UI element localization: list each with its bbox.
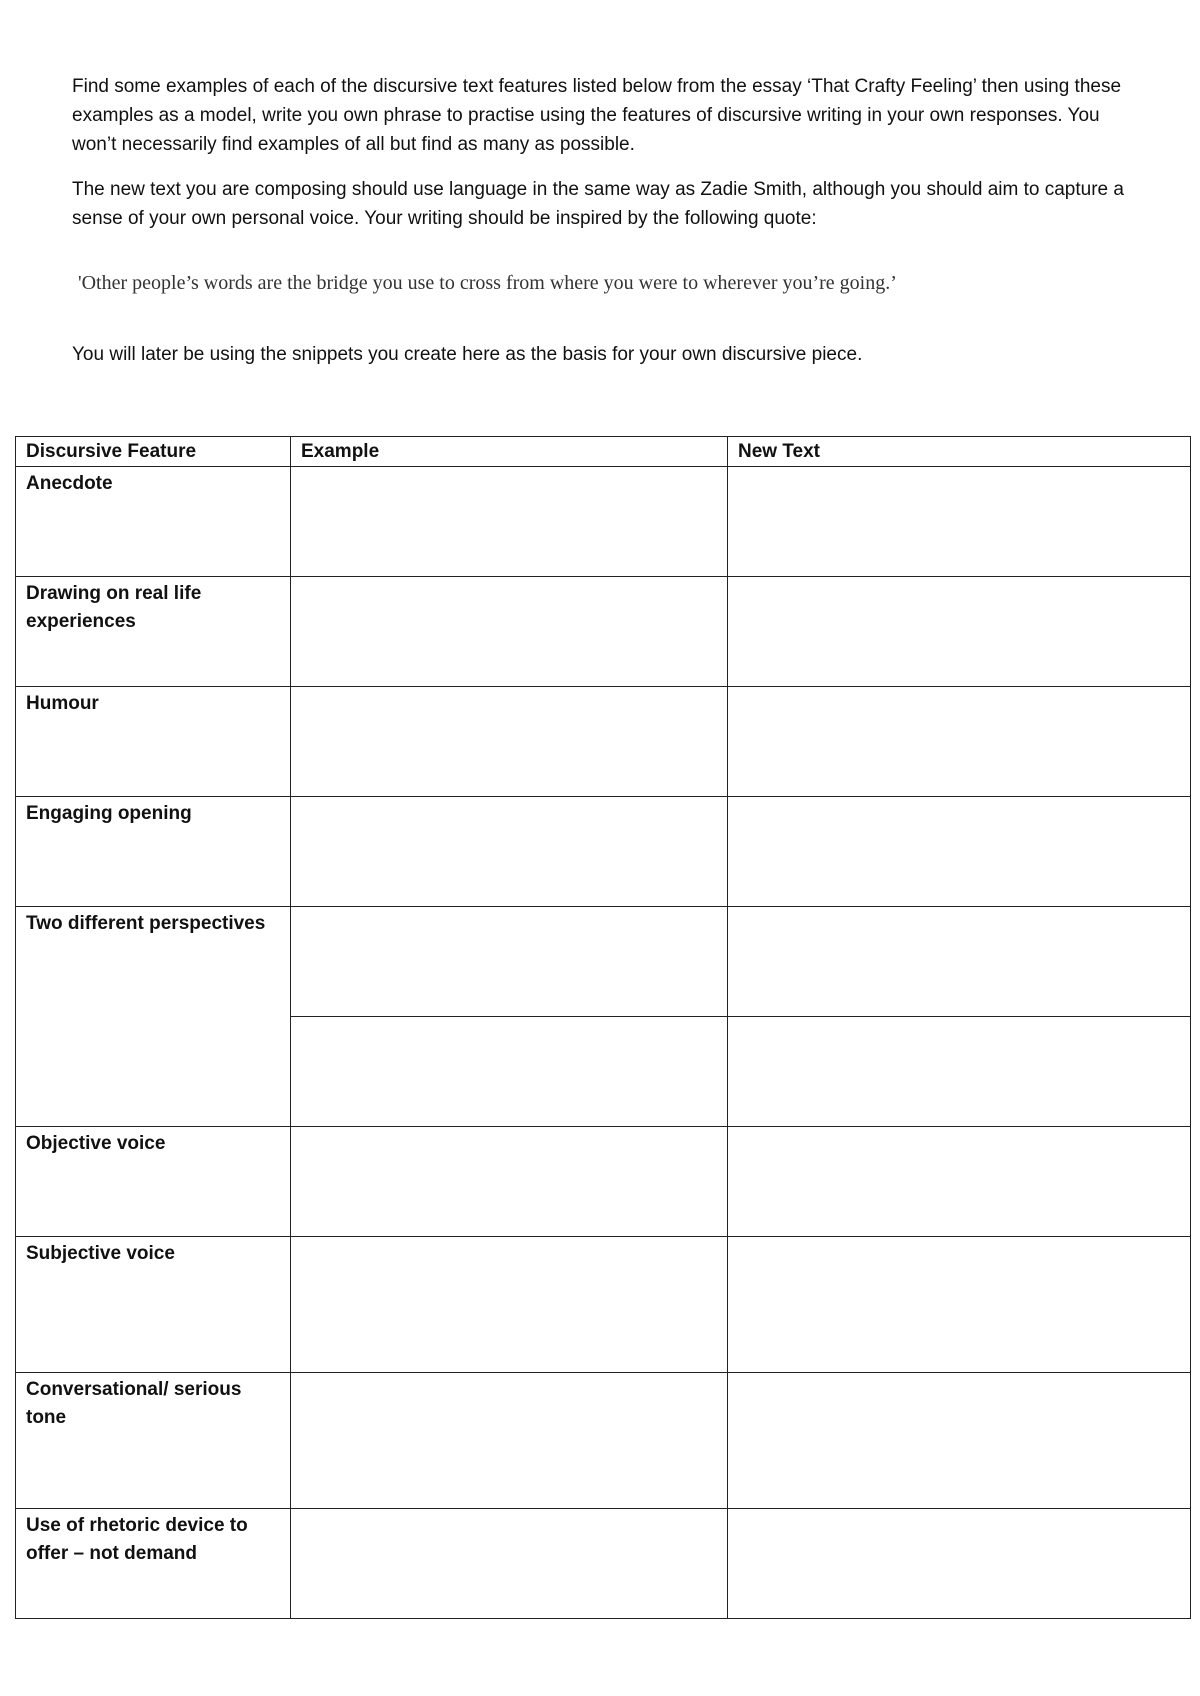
instructions-paragraph-2: The new text you are composing should use language in the same way as Zadie Smith, although you should aim to capture a sense of your own personal voice. Your writing should be inspired by the following quote: — [72, 179, 1124, 229]
feature-cell-humour: Humour — [16, 687, 291, 797]
new-text-cell[interactable] — [728, 1509, 1191, 1619]
new-text-cell[interactable] — [728, 467, 1191, 577]
example-cell[interactable] — [291, 1373, 728, 1509]
new-text-cell[interactable] — [728, 1373, 1191, 1509]
table-row — [16, 1127, 1191, 1237]
inspiration-quote: 'Other people’s words are the bridge you use to cross from where you were to wherever you’re going.’ — [78, 272, 897, 294]
new-text-cell[interactable] — [728, 577, 1191, 687]
example-cell[interactable] — [291, 1127, 728, 1237]
table-header-row — [16, 437, 1191, 467]
discursive-features-table — [15, 436, 1191, 1619]
example-cell[interactable] — [291, 687, 728, 797]
new-text-cell[interactable] — [728, 1017, 1191, 1127]
new-text-cell[interactable] — [728, 687, 1191, 797]
feature-cell-real-life: Drawing on real life experiences — [16, 577, 291, 687]
feature-cell-tone: Conversational/ serious tone — [16, 1373, 291, 1509]
example-cell[interactable] — [291, 907, 728, 1017]
table-row — [16, 687, 1191, 797]
table-row — [16, 1509, 1191, 1619]
example-cell[interactable] — [291, 1017, 728, 1127]
feature-cell-engaging-opening: Engaging opening — [16, 797, 291, 907]
header-discursive-feature: Discursive Feature — [16, 437, 291, 467]
example-cell[interactable] — [291, 1237, 728, 1373]
table-row — [16, 467, 1191, 577]
instructions-paragraph-1: Find some examples of each of the discursive text features listed below from the essay ‘That Crafty Feeling’ then using these examples as a model, write you own phrase to practise using the features of discursive writing in your own responses. You won’t necessarily find examples of all but find as many as possible. — [72, 76, 1122, 155]
table-row — [16, 907, 1191, 1017]
table-row — [16, 1373, 1191, 1509]
instructions — [72, 72, 1132, 233]
example-cell[interactable] — [291, 467, 728, 577]
feature-cell-anecdote: Anecdote — [16, 467, 291, 577]
new-text-cell[interactable] — [728, 797, 1191, 907]
table-row — [16, 797, 1191, 907]
feature-cell-subjective-voice: Subjective voice — [16, 1237, 291, 1373]
feature-cell-objective-voice: Objective voice — [16, 1127, 291, 1237]
new-text-cell[interactable] — [728, 1127, 1191, 1237]
table-row — [16, 577, 1191, 687]
table-row — [16, 1237, 1191, 1373]
feature-cell-two-perspectives: Two different perspectives — [16, 907, 291, 1127]
new-text-cell[interactable] — [728, 907, 1191, 1017]
later-note: You will later be using the snippets you create here as the basis for your own discursive piece. — [72, 344, 863, 365]
example-cell[interactable] — [291, 797, 728, 907]
header-new-text: New Text — [728, 437, 1191, 467]
example-cell[interactable] — [291, 1509, 728, 1619]
example-cell[interactable] — [291, 577, 728, 687]
new-text-cell[interactable] — [728, 1237, 1191, 1373]
feature-cell-rhetoric-device: Use of rhetoric device to offer – not demand — [16, 1509, 291, 1619]
header-example: Example — [291, 437, 728, 467]
